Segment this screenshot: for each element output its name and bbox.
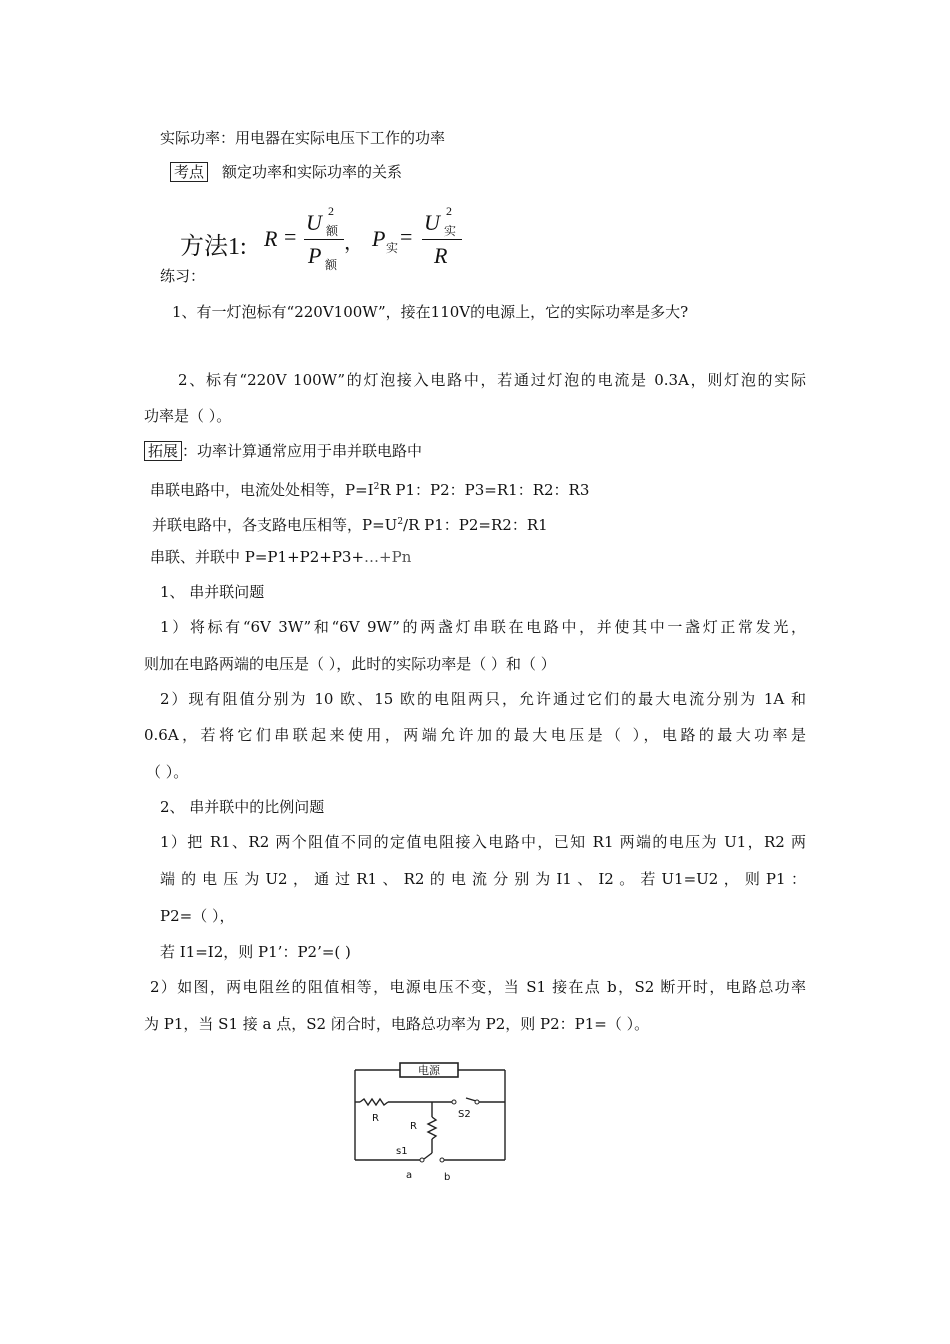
extension-text: ：功率计算通常应用于串并联电路中 [182,442,423,460]
practice-label: 练习： [160,267,206,285]
section1-title: 1、 串并联问题 [160,583,265,601]
parallel-text-a: 并联电路中，各支路电压相等，P=U [152,516,398,534]
kaodian-text: 额定功率和实际功率的关系 [222,163,403,181]
sum-text-a: 串联、并联中 P=P1+P2+P3+ [150,548,365,566]
label-r-left: R [372,1113,379,1124]
kaodian-tag: 考点 [170,162,208,182]
formula-r2: R [434,243,448,268]
terminal-a [420,1158,424,1162]
section2-q2-line2: 为 P1，当 S1 接 a 点，S2 闭合时，电路总功率为 P2，则 P2：P1=（ ）。 [144,1015,650,1033]
formula-p1: P [308,243,322,268]
section1-q1-line1: 1）将标有“6V 3W”和“6V 9W”的两盏灯串联在电路中，并使其中一盏灯正常发光， [160,618,806,636]
sum-formula [150,547,411,567]
section1-q2-line2: 0.6A，若将它们串联起来使用，两端允许加的最大电压是（ ），电路的最大功率是 [144,726,806,744]
circuit-diagram [340,1055,520,1185]
parallel-formula [152,512,548,535]
formula-p2: P [372,226,386,251]
section1-q1-line2: 则加在电路两端的电压是（ ），此时的实际功率是（ ）和（ ） [144,655,556,673]
series-text-b: R P1：P2：P3=R1：R2：R3 [379,481,590,499]
section1-q2-line1: 2）现有阻值分别为 10 欧、15 欧的电阻两只，允许通过它们的最大电流分别为 1A 和 [160,690,806,708]
section2-q1-line3: P2=（ ）， [160,907,235,925]
label-s2: S2 [458,1109,471,1120]
formula-sq1: 2 [328,204,334,218]
formula-u2: U [424,210,440,235]
formula-eq: = [284,224,297,249]
section2-q2-line1: 2）如图，两电阻丝的阻值相等，电源电压不变，当 S1 接在点 b，S2 断开时，电路总功率 [150,978,806,996]
power-source-label: 电源 [418,1064,440,1077]
series-sup: 2 [373,482,380,492]
sum-text-b: …+Pn [364,548,412,566]
label-s1: s1 [396,1146,408,1157]
extension-line [144,441,422,461]
formula-sub-actual2: 实 [444,224,457,238]
practice-q2-line2: 功率是（ ）。 [144,407,232,425]
s2-terminal-left [452,1100,456,1104]
section2-title: 2、 串并联中的比例问题 [160,798,325,816]
label-a: a [406,1170,413,1181]
formula-sq2: 2 [446,204,452,218]
section2-q1-line4: 若 I1=I2，则 P1’：P2’=( ) [160,943,351,961]
terminal-b [440,1158,444,1162]
label-r-mid: R [410,1121,417,1132]
section1-q2-line3: （ ）。 [146,763,189,781]
s2-terminal-right [475,1100,479,1104]
formula-eq2: = [400,224,413,249]
practice-q1: 1、有一灯泡标有“220V100W”，接在110V的电源上，它的实际功率是多大? [172,303,689,321]
formula-comma: ， [344,232,364,254]
fraction-bar-1 [304,239,344,240]
practice-q2-line1: 2、标有“220V 100W”的灯泡接入电路中，若通过灯泡的电流是 0.3A，则灯泡的实际 [178,371,806,389]
section2-q1-line1: 1）把 R1、R2 两个阻值不同的定值电阻接入电路中，已知 R1 两端的电压为 U1，R2 两 [160,833,806,851]
label-b: b [444,1172,451,1183]
formula-sub-actual1: 实 [386,241,399,255]
section2-q1-line2: 端 的 电 压 为 U2 ， 通 过 R1 、 R2 的 电 流 分 别 为 I1 、 I2 。 若 U1=U2 ， 则 P1 ： [160,870,806,888]
parallel-sup: 2 [397,517,404,527]
method-label: 方法1: [180,234,247,260]
kaodian-line [170,162,402,182]
power-formula [180,206,480,276]
formula-sub-rated2: 额 [325,258,338,272]
series-text-a: 串联电路中，电流处处相等，P=I [150,481,374,499]
fraction-bar-2 [422,239,462,240]
formula-u1: U [306,210,322,235]
extension-tag: 拓展 [144,441,182,461]
formula-sub-rated1: 额 [326,224,339,238]
definition-text: 实际功率：用电器在实际电压下工作的功率 [160,129,446,147]
formula-r: R [264,226,278,251]
series-formula [150,477,589,500]
parallel-text-b: /R P1：P2=R2：R1 [403,516,548,534]
